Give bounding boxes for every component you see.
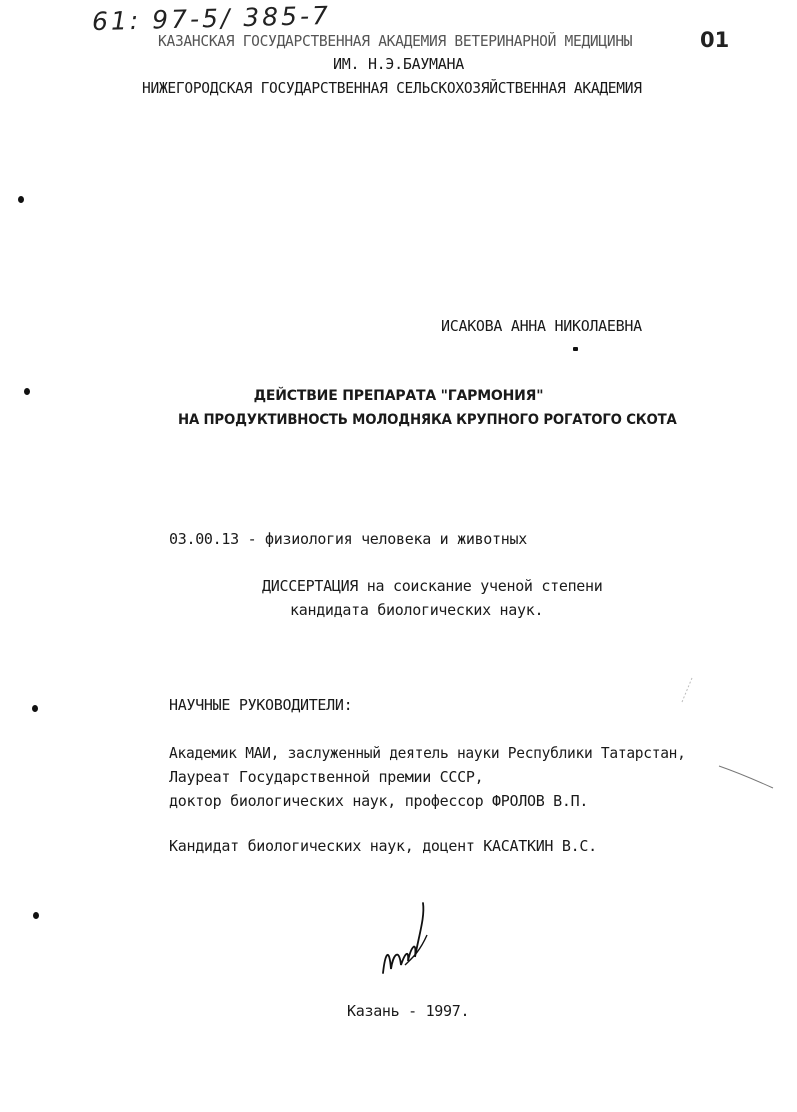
handwritten-signature [375, 895, 445, 985]
degree-line-1: ДИССЕРТАЦИЯ на соискание ученой степени [262, 577, 603, 595]
margin-speck [18, 196, 24, 203]
institution-line-2: ИМ. Н.Э.БАУМАНА [333, 55, 464, 73]
title-line-2: НА ПРОДУКТИВНОСТЬ МОЛОДНЯКА КРУПНОГО РОГАТОГО СКОТА [178, 412, 677, 428]
title-line-1: ДЕЙСТВИЕ ПРЕПАРАТА "ГАРМОНИЯ" [253, 388, 544, 404]
supervisors-heading: НАУЧНЫЕ РУКОВОДИТЕЛИ: [169, 696, 353, 714]
supervisor-1-line-2: Лауреат Государственной премии СССР, [169, 768, 484, 786]
archive-number-handwritten: 61: 97-5/ 385-7 [91, 0, 332, 37]
margin-speck [33, 912, 39, 919]
supervisor-1-line-1: Академик МАИ, заслуженный деятель науки Республики Татарстан, [169, 744, 686, 762]
margin-speck [32, 705, 38, 712]
corner-mark-handwritten: 01 [700, 28, 730, 52]
degree-line-2: кандидата биологических наук. [290, 601, 544, 619]
author-name: ИСАКОВА АННА НИКОЛАЕВНА [441, 317, 642, 335]
pencil-stroke [678, 676, 698, 706]
supervisor-1-line-3: доктор биологических наук, профессор ФРОЛОВ В.П. [169, 792, 589, 810]
margin-speck [573, 347, 578, 351]
supervisor-2: Кандидат биологических наук, доцент КАСАТКИН В.С. [169, 837, 597, 855]
pencil-stroke [717, 762, 777, 792]
place-and-year: Казань - 1997. [347, 1002, 470, 1020]
institution-line-1: КАЗАНСКАЯ ГОСУДАРСТВЕННАЯ АКАДЕМИЯ ВЕТЕРИНАРНОЙ МЕДИЦИНЫ [158, 32, 633, 50]
institution-line-3: НИЖЕГОРОДСКАЯ ГОСУДАРСТВЕННАЯ СЕЛЬСКОХОЗЯЙСТВЕННАЯ АКАДЕМИЯ [142, 79, 642, 97]
specialty-code: 03.00.13 - физиология человека и животных [169, 530, 527, 548]
